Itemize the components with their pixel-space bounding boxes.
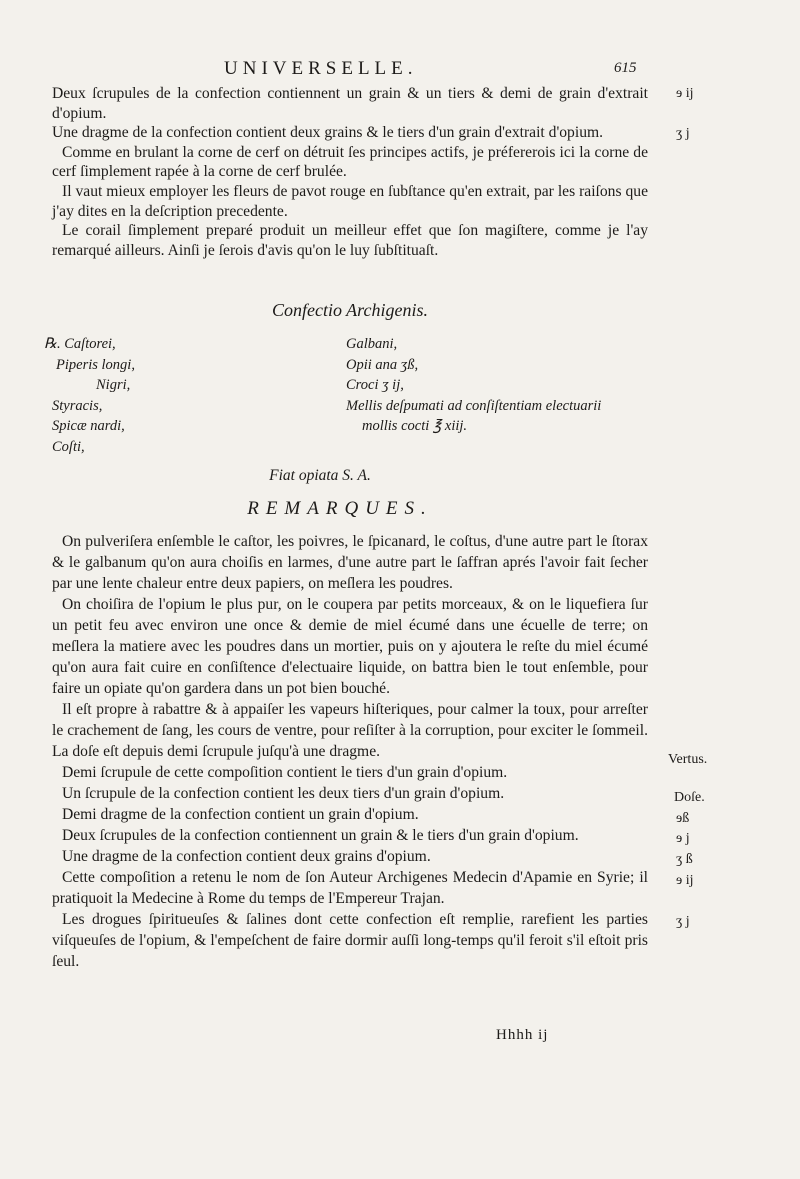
ingredient: Styracis, (52, 397, 103, 414)
paragraph: Le corail ſimplement preparé produit un meilleur effet que ſon magiſtere, comme je l'ay remarqué ailleurs. Ainſi je ſerois d'avis qu'on le luy ſubſtituaſt. (52, 222, 648, 259)
margin-note: ɘß (676, 811, 690, 826)
paragraph: Comme en brulant la corne de cerf on détruit ſes principes actifs, je préfererois ici la corne de cerf ſimplement rapée à la corne de cerf brulée. (52, 143, 648, 181)
margin-note: ɘ ij (676, 873, 694, 888)
paragraph: Une dragme de la confection contient deux grains d'opium. (62, 848, 431, 865)
paragraph: On choiſira de l'opium le plus pur, on le coupera par petits morceaux, & on le liquefiera ſur un petit feu avec environ une once & demie de miel écumé dans une écuelle de terre; on meſlera la matiere avec les poudres dans un mortier, puis on y ajoutera le reſte du miel écumé qu'on aura fait cuire en conſiſtence d'electuaire liquide, on battra bien le tout enſemble, pour faire un opiate qu'on gardera dans un pot bien bouché. (52, 596, 648, 697)
recipe-right-column (346, 334, 601, 437)
ingredient: Coſti, (52, 438, 85, 455)
ingredient: Opii ana ʒß, (346, 356, 419, 373)
recipe-directive: Fiat opiata S. A. (269, 467, 371, 484)
margin-note: ʒ ß (676, 852, 693, 867)
paragraph: Demi ſcrupule de cette compoſition contient le tiers d'un grain d'opium. (62, 764, 508, 781)
paragraph: On pulveriſera enſemble le caſtor, les poivres, le ſpicanard, le coſtus, d'une autre part le ſtorax & le galbanum qu'on aura choiſis en larmes, d'une autre part le ſaffran aprés l'avoir fait ſecher par une lente chaleur entre deux papiers, on meſlera les poudres. (52, 533, 648, 592)
paragraph: Il eſt propre à rabattre & à appaiſer les vapeurs hiſteriques, pour calmer la toux, pour arreſter le crachement de ſang, les cours de ventre, pour reſiſter à la corruption, pour exciter le ſommeil. La doſe eſt depuis demi ſcrupule juſqu'à une dragme. (52, 701, 648, 760)
running-head-title: UNIVERSELLE. (224, 58, 418, 79)
paragraph: Il vaut mieux employer les fleurs de pavot rouge en ſubſtance qu'en extrait, par les raiſons que j'ay dites en la deſcription precedente. (52, 182, 648, 220)
recipe-left-column (44, 334, 135, 457)
ingredient: Nigri, (96, 377, 131, 393)
margin-note-vertus: Vertus. (668, 752, 708, 767)
signature-mark: Hhhh ij (496, 1027, 549, 1043)
margin-note: ʒ j (676, 914, 690, 929)
paragraph: Deux ſcrupules de la confection contiennent un grain & un tiers & demi de grain d'extrait d'opium. (52, 85, 648, 122)
paragraph: Cette compoſition a retenu le nom de ſon Auteur Archigenes Medecin d'Apamie en Syrie; il pratiquoit la Medecine à Rome du temps de l'Empereur Trajan. (52, 869, 648, 907)
ingredient: Mellis deſpumati ad conſiſtentiam electuarii (346, 397, 602, 414)
margin-note: ɘ j (676, 831, 690, 846)
margin-note-dose: Doſe. (674, 790, 705, 805)
ingredient: Galbani, (346, 336, 398, 352)
recipe-title: Confectio Archigenis. (272, 300, 428, 320)
page-number: 615 (614, 60, 637, 76)
running-head (0, 58, 800, 84)
margin-note: ʒ j (676, 126, 690, 141)
paragraph: Les drogues ſpiritueuſes & ſalines dont cette confection eſt remplie, rarefient les parties viſqueuſes de l'opium, & l'empeſchent de faire dormir auſſi long-temps qu'il feroit s'il eſtoit pris ſeul. (52, 911, 648, 970)
remarques-heading: REMARQUES. (247, 498, 433, 519)
margin-note: ɘ ij (676, 86, 694, 101)
top-text-block (52, 84, 648, 260)
ingredient: ℞. Caſtorei, (44, 336, 116, 352)
paragraph: Une dragme de la confection contient deux grains & le tiers d'un grain d'extrait d'opium. (52, 124, 604, 142)
ingredient: Spicæ nardi, (52, 418, 125, 434)
bottom-text-block (52, 531, 648, 972)
paragraph: Deux ſcrupules de la confection contiennent un grain & le tiers d'un grain d'opium. (62, 827, 579, 844)
ingredient: Croci ʒ ij, (346, 377, 404, 393)
paragraph: Demi dragme de la confection contient un grain d'opium. (62, 806, 419, 823)
paragraph: Un ſcrupule de la confection contient les deux tiers d'un grain d'opium. (62, 785, 505, 802)
ingredient: Piperis longi, (56, 356, 135, 373)
ingredient: mollis cocti ℥ xiij. (362, 418, 468, 434)
